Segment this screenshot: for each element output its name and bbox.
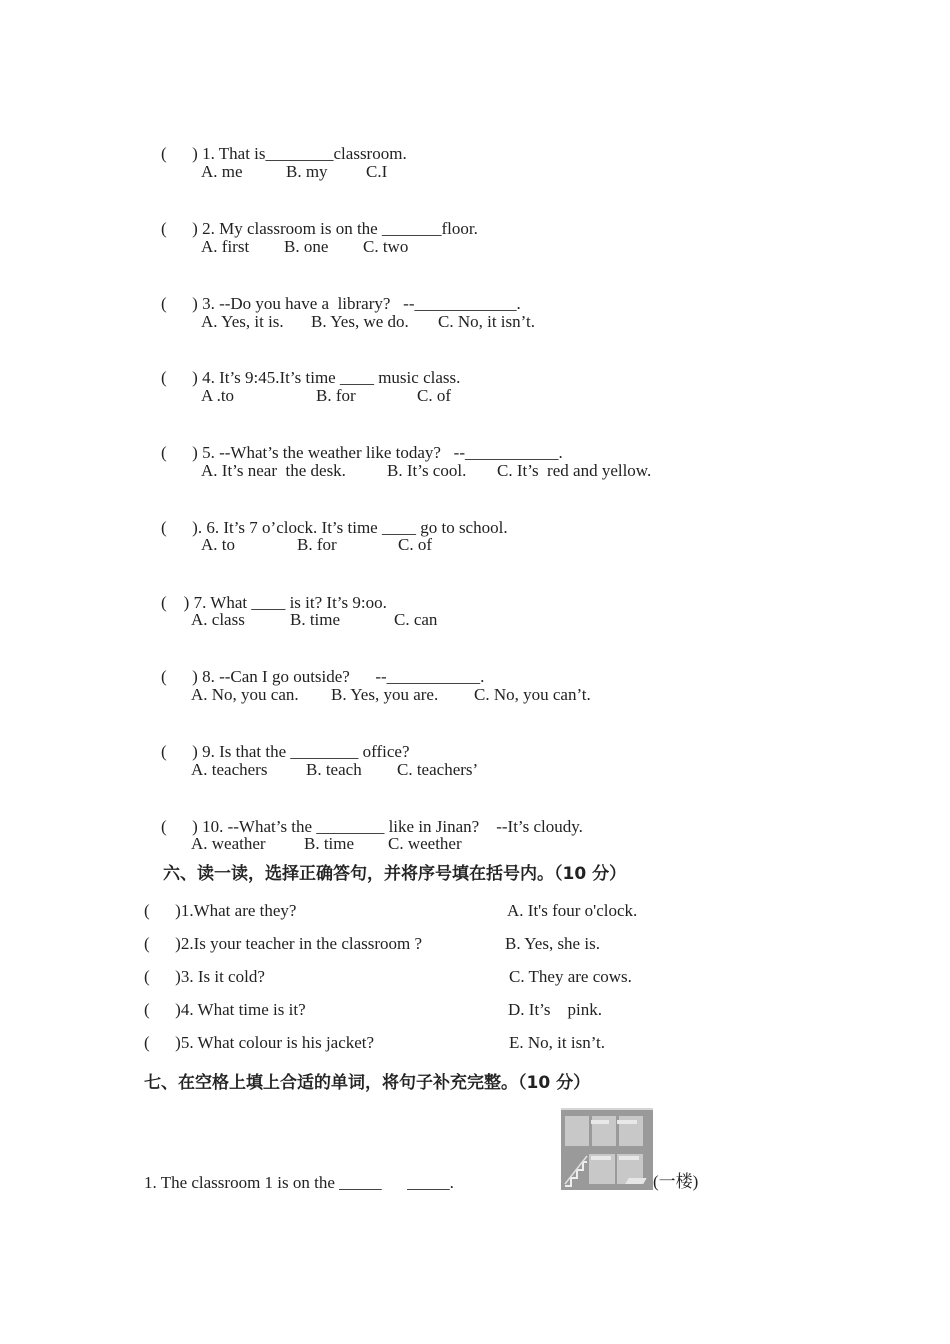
match-question-4	[144, 1000, 306, 1020]
option-c: C. can	[394, 610, 438, 629]
question-text: 7. What ____ is it? It’s 9:oo.	[193, 593, 387, 612]
answer-bracket[interactable]: ( )	[144, 1000, 181, 1019]
option-b: B. Yes, you are.	[331, 685, 439, 704]
option-b: B. Yes, we do.	[311, 312, 409, 331]
match-question-5	[144, 1033, 374, 1053]
option-c: C. No, you can’t.	[474, 685, 591, 704]
section-7-title: 七、在空格上填上合适的单词，将句子补充完整。（10 分）	[144, 1073, 591, 1093]
option-b: B. one	[284, 237, 329, 256]
match-answer-a: A. It's four o'clock.	[507, 901, 638, 920]
option-a: A. teachers	[191, 760, 268, 779]
option-c: C. weether	[388, 834, 462, 853]
match-question-3	[144, 967, 265, 987]
question-text: 4. It’s 9:45.It’s time ____ music class.	[202, 368, 461, 387]
match-answer-b: B. Yes, she is.	[505, 934, 600, 953]
option-b: B. teach	[306, 760, 362, 779]
option-c: C. teachers’	[397, 760, 479, 779]
match-question-2	[144, 934, 422, 954]
question-text: 10. --What’s the ________ like in Jinan? --It’s cloudy.	[202, 817, 583, 836]
answer-bracket[interactable]: ( )	[161, 443, 198, 462]
option-c: C. two	[363, 237, 409, 256]
answer-bracket[interactable]: ( )	[161, 593, 190, 612]
match-answer-c: C. They are cows.	[509, 967, 632, 986]
fill-question-1: 1. The classroom 1 is on the _____ _____.	[144, 1173, 454, 1192]
option-c: C.I	[366, 162, 388, 181]
question-text: 3. Is it cold?	[180, 967, 265, 986]
question-4	[144, 348, 460, 408]
match-answer-d: D. It’s pink.	[508, 1000, 602, 1019]
question-text: 9. Is that the ________ office?	[202, 742, 410, 761]
match-question-1	[144, 901, 296, 921]
option-a: A. class	[191, 610, 245, 629]
answer-bracket[interactable]: ( )	[161, 817, 198, 836]
question-text: 5. --What’s the weather like today? --___________.	[202, 443, 563, 462]
option-b: B. It’s cool.	[387, 461, 467, 480]
option-b: B. for	[297, 535, 337, 554]
option-a: A .to	[201, 386, 235, 405]
question-text: 1.What are they?	[180, 901, 297, 920]
question-text: 1. That is________classroom.	[202, 144, 407, 163]
answer-bracket[interactable]: ( )	[161, 742, 198, 761]
option-a: A. It’s near the desk.	[201, 461, 346, 480]
option-a: A. first	[201, 237, 250, 256]
question-text: 3. --Do you have a library? --____________.	[202, 294, 521, 313]
option-b: B. for	[316, 386, 356, 405]
answer-bracket[interactable]: ( )	[161, 667, 198, 686]
answer-bracket[interactable]: ( )	[144, 901, 181, 920]
option-c: C. It’s red and yellow.	[497, 461, 652, 480]
section-6-title: 六、读一读，选择正确答句，并将序号填在括号内。（10 分）	[163, 864, 627, 884]
answer-bracket[interactable]: ( )	[144, 934, 181, 953]
answer-bracket[interactable]: ( ).	[161, 518, 203, 537]
match-answer-e: E. No, it isn’t.	[509, 1033, 606, 1052]
answer-bracket[interactable]: ( )	[161, 368, 198, 387]
answer-bracket[interactable]: ( )	[161, 144, 198, 163]
option-b: B. time	[304, 834, 355, 853]
question-text: 2. My classroom is on the _______floor.	[202, 219, 478, 238]
option-c: C. No, it isn’t.	[438, 312, 535, 331]
option-b: B. time	[290, 610, 341, 629]
option-a: A. No, you can.	[191, 685, 299, 704]
option-a: A. Yes, it is.	[201, 312, 284, 331]
school-floor-plan-image	[561, 1108, 653, 1190]
option-c: C. of	[417, 386, 451, 405]
option-a: A. me	[201, 162, 243, 181]
question-text: 6. It’s 7 o’clock. It’s time ____ go to school.	[206, 518, 508, 537]
question-text: 4. What time is it?	[180, 1000, 306, 1019]
answer-bracket[interactable]: ( )	[144, 1033, 181, 1052]
question-9	[144, 722, 410, 782]
option-a: A. to	[201, 535, 235, 554]
option-c: C. of	[398, 535, 432, 554]
option-b: B. my	[286, 162, 328, 181]
question-text: 2.Is your teacher in the classroom ?	[180, 934, 423, 953]
question-text: 5. What colour is his jacket?	[180, 1033, 375, 1052]
answer-bracket[interactable]: ( )	[144, 967, 181, 986]
question-text: 8. --Can I go outside? --___________.	[202, 667, 485, 686]
answer-bracket[interactable]: ( )	[161, 294, 198, 313]
question-7	[144, 573, 387, 633]
figure-caption: (一楼)	[653, 1172, 699, 1191]
option-a: A. weather	[191, 834, 266, 853]
answer-bracket[interactable]: ( )	[161, 219, 198, 238]
